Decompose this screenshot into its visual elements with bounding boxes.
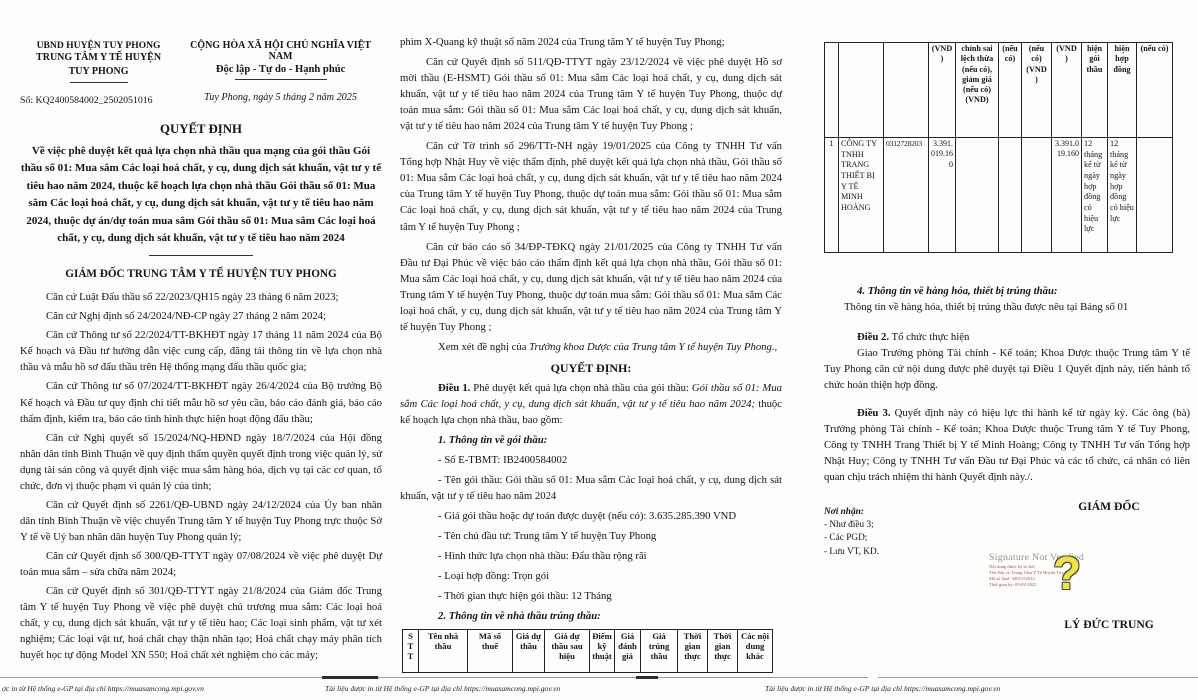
th-cont-hien-hop-dong: hiện hợp đồng xyxy=(1108,43,1137,138)
th-cac-noi-dung-khac: Các nội dung khác xyxy=(738,629,773,672)
issuer-underline xyxy=(70,82,128,83)
cell-contractor-name: CÔNG TY TNHH TRANG THIẾT BỊ Y TẾ MINH HOÀNG xyxy=(839,138,884,253)
th-thoi-gian-thuc-1: Thời gian thực xyxy=(678,629,708,672)
th-cont-hien-goi-thau: hiện gói thầu xyxy=(1082,43,1108,138)
article-1-paragraph xyxy=(400,380,782,428)
legal-basis-paragraph: Căn cứ Thông tư số 22/2024/TT-BKHĐT ngày 17 tháng 11 năm 2024 của Bộ Kế hoạch và Đầu tư hướng dẫn việc cung cấp, đăng tải thông tin về lựa chọn nhà thầu và mẫu hồ sơ đấu thầu trên Hệ thống mạng đấu thầu quốc gia; xyxy=(20,329,382,374)
issuer-org-name-line1: TRUNG TÂM Y TẾ HUYỆN xyxy=(36,52,162,63)
th-cont-neu-co-1: (nếu có) xyxy=(999,43,1022,138)
cell-evaluated-price xyxy=(1022,138,1052,253)
th-gia-trung-thau: Giá trúng thầu xyxy=(641,629,678,672)
footer-egp-note-left: ợc in từ Hệ thống e-GP tại địa chỉ https://muasamcong.mpi.gov.vn xyxy=(2,684,204,693)
document-page-3 xyxy=(800,0,1198,700)
cell-tax-code: 0312728203 xyxy=(884,138,929,253)
issuing-org-block xyxy=(20,40,177,106)
legal-basis-paragraph: Căn cứ Quyết định số 2261/QĐ-UBND ngày 24/12/2024 của Ủy ban nhân dân tỉnh Bình Thuận về việc chuyển Trung tâm Y tế huyện Tuy Phong trực thuộc Sở Y tế về Uỷ ban nhân dân huyện Tuy Phong quản lý; xyxy=(20,498,382,543)
legal-basis-paragraph: Căn cứ Quyết định số 300/QĐ-TTYT ngày 07/08/2024 về việc phê duyệt Dự toán mua sắm – sửa chữa năm 2024; xyxy=(20,549,382,578)
legal-basis-paragraph: Căn cứ Quyết định số 301/QĐ-TTYT ngày 21/8/2024 của Giám đốc Trung tâm Y tế huyện Tuy Phong về việc phê duyệt chủ trương mua sắm: Các loại hoá chất, y cụ, dung dịch sát khuẩn, vật tư y tế tiêu hao; Các loại sinh phẩm, vật tư xét nghiệm; Các loại vật tư, hoá chất chạy thận nhân tạo; Hoá chất chạy máy phân tích huyết học tự động Model XN 550; Hoá chất xét nghiệm cho các máy; xyxy=(20,585,382,662)
page1-header xyxy=(20,40,382,106)
th-cont-vnd-1: (VND ) xyxy=(929,43,956,138)
article-3-body-paragraph xyxy=(824,405,1190,485)
legal-basis-paragraph: Căn cứ Nghị quyết số 15/2024/NQ-HĐND ngày 18/7/2024 của Hội đồng nhân dân tỉnh Bình Thuận về quy định thẩm quyền quyết định trong việc quản lý, sử dụng tài sản công và quyết định việc mua sắm hàng hóa, dịch vụ tại các cơ quan, tổ chức, đơn vị thuộc phạm vi quản lý của tỉnh; xyxy=(20,431,382,492)
proposal-proposer: Trưởng khoa Dược của Trung tâm Y tế huyện Tuy Phong., xyxy=(529,340,778,353)
signature-detail-line: Mã số thuế: 3401152012 xyxy=(989,575,1035,581)
winner-table-continuation-header-row xyxy=(825,43,1173,138)
signature-question-mark-icon: ? xyxy=(1053,546,1082,599)
th-diem-ky-thuat: Điểm kỹ thuật xyxy=(590,629,615,672)
national-title: CỘNG HÒA XÃ HỘI CHỦ NGHĨA VIỆT NAM xyxy=(190,40,372,62)
th-cont-ma-so-thue xyxy=(884,43,929,138)
section-4-heading: 4. Thông tin về hàng hóa, thiết bị trúng thầu: xyxy=(857,285,1058,297)
cell-bid-price: 3.391.019.160 xyxy=(929,138,956,253)
signature-status-text: Signature Not Verified xyxy=(989,551,1085,563)
article-3-body: Quyết định này có hiệu lực thi hành kể từ ngày ký. Các ông (bà) Trưởng phòng Tài chính - Kế toán; Khoa Dược thuộc Trung tâm Y tế Tuy Phong, Công ty TNHH Trang Thiết bị Y tế Minh Hoàng; Công ty TNHH Tư vấn Tổng hợp Nhật Huy; Công ty TNHH Tư vấn Đầu tư Đại Phúc và các tổ chức, cá nhân có liên quan chịu trách nhiệm thi hành Quyết định này./. xyxy=(824,407,1191,484)
legal-basis-paragraph: Căn cứ Luật Đấu thầu số 22/2023/QH15 ngày 23 tháng 6 năm 2023; xyxy=(46,291,339,304)
legal-basis-paragraph: Căn cứ báo cáo số 34/ĐP-TĐKQ ngày 21/01/2025 của Công ty TNHH Tư vấn Đầu tư Đại Phúc về việc báo cáo thẩm định kết quả lựa chọn nhà thầu, Gói thầu số 01: Mua sắm Các loại hoá chất, y cụ, dung dịch sát khuẩn, vật tư y tế tiêu hao năm 2024 của Trung tâm Y tế huyện Tuy Phong, thuộc dự toán mua sắm: Gói thầu số 01: Mua sắm Các loại hoá chất, y cụ, dung dịch sát khuẩn, vật tư y tế tiêu hao năm 2024 của Trung tâm Y tế huyện Tuy Phong ; xyxy=(400,240,782,333)
article-3-label: Điều 3. xyxy=(857,407,891,420)
document-page-1 xyxy=(0,0,392,700)
national-header-block xyxy=(179,40,382,106)
signer-name: LÝ ĐỨC TRUNG xyxy=(1064,617,1154,631)
page-bottom-divider-dark-segment xyxy=(636,676,658,679)
national-motto: Độc lập - Tự do - Hạnh phúc xyxy=(215,64,346,75)
article-1-block xyxy=(400,380,782,625)
cell-package-duration: 12 tháng kể từ ngày hợp đồng có hiệu lực xyxy=(1082,138,1108,253)
section-4-body: Thông tin về hàng hóa, thiết bị trúng thầu được nêu tại Bảng số 01 xyxy=(844,301,1129,314)
signature-detail-line: Thời gian ký: 05-02-2025 xyxy=(989,582,1037,588)
recipient-item: - Lưu VT, KD. xyxy=(824,546,880,557)
page2-legal-basis xyxy=(400,34,782,355)
signature-area xyxy=(824,500,1190,700)
page-bottom-divider-right xyxy=(878,677,1198,678)
article-2-body: Giao Trưởng phòng Tài chính - Kế toán; Khoa Dược thuộc Trung tâm Y tế Tuy Phong căn cứ nội dung được phê duyệt tại Điều 1 Quyết định này, tiến hành tổ chức hoàn thiện hợp đồng. xyxy=(824,347,1190,392)
package-detail-contract-type: - Loại hợp đồng: Trọn gói xyxy=(438,570,550,583)
legal-basis-paragraph: Căn cứ Quyết định số 511/QĐ-TTYT ngày 23/12/2024 về việc phê duyệt Hồ sơ mời thầu (E-HSMT) Gói thầu số 01: Mua sắm Các loại hoá chất, y cụ, dung dịch sát khuẩn, vật tư y tế tiêu hao năm 2024 của Trung tâm Y tế huyện Tuy Phong, thuộc dự toán mua sắm: Gói thầu số 01: Mua sắm Các loại hoá chất, y cụ, dung dịch sát khuẩn, vật tư y tế tiêu hao năm 2024 của Trung tâm Y tế huyện Tuy Phong ; xyxy=(400,56,782,133)
page-bottom-divider-left xyxy=(0,677,868,678)
th-ma-so-thue: Mã số thuế xyxy=(468,629,513,672)
proposal-lead: Xem xét đề nghị của xyxy=(438,340,530,353)
package-detail-etbmt: - Số E-TBMT: IB2400584002 xyxy=(438,454,568,467)
th-thoi-gian-thuc-2: Thời gian thực xyxy=(708,629,738,672)
cell-other-contents xyxy=(1137,138,1173,253)
th-gia-du-thau: Giá dự thầu xyxy=(513,629,545,672)
cell-technical-score xyxy=(999,138,1022,253)
article-1-text: Phê duyệt kết quả lựa chọn nhà thầu của gói thầu: xyxy=(470,381,692,394)
issuing-authority-heading: GIÁM ĐỐC TRUNG TÂM Y TẾ HUYỆN TUY PHONG xyxy=(65,268,337,281)
th-cont-chinh-sai-lech: chỉnh sai lệch thừa (nếu có), giảm giá (nếu có) (VND) xyxy=(956,43,999,138)
article-2-block xyxy=(824,329,1190,393)
page-bottom-divider-dark-segment xyxy=(322,676,378,679)
cell-stt: 1 xyxy=(825,138,839,253)
signature-detail-line: Tên đơn vị: Trung Tâm Y Tế Huyện Tuy Phong xyxy=(989,569,1077,575)
article-1-package-name: Gói thầu số 01: Mua sắm Các loại hoá chất, y cụ, dung dịch sát khuẩn, vật tư y tế tiêu hao năm 2024; xyxy=(400,381,783,410)
issuer-parent-org: UBND HUYỆN TUY PHONG xyxy=(36,40,161,51)
section-1-heading: 1. Thông tin về gói thầu: xyxy=(438,434,548,447)
recipient-item: - Như điều 3; xyxy=(824,519,874,530)
package-detail-name: - Tên gói thầu: Gói thầu số 01: Mua sắm Các loại hoá chất, y cụ, dung dịch sát khuẩn, vật tư y tế tiêu hao năm 2024 xyxy=(400,474,782,503)
recipient-item: - Các PGD; xyxy=(824,533,868,544)
winner-table-continuation xyxy=(824,42,1173,253)
article-3-block xyxy=(824,405,1190,485)
document-title: QUYẾT ĐỊNH xyxy=(160,122,242,136)
th-gia-du-thau-sau-hieu: Giá dự thầu sau hiệu xyxy=(545,629,590,672)
document-page-2 xyxy=(392,0,792,700)
th-stt: S T T xyxy=(403,629,419,672)
document-subtitle: Về việc phê duyệt kết quả lựa chọn nhà thầu qua mạng của gói thầu Gói thầu số 01: Mua sắm Các loại hoá chất, y cụ, dung dịch sát khuẩn, vật tư y tế tiêu hao năm 2024, thuộc kế hoạch lựa chọn nhà thầu Gói thầu số 01: Mua sắm Các loại hoá chất, y cụ, dung dịch sát khuẩn, vật tư y tế tiêu hao năm 2024, thuộc dự án/dự toán mua sắm Gói thầu số 01: Mua sắm Các loại hoá chất, y cụ, dung dịch sát khuẩn, vật tư y tế tiêu hao năm 2024 xyxy=(20,145,382,244)
winner-table-header-part xyxy=(402,629,773,673)
recipients-block xyxy=(824,506,879,560)
package-detail-price: - Giá gói thầu hoặc dự toán được duyệt (nếu có): 3.635.285.390 VND xyxy=(438,510,737,523)
legal-basis-continuation: phim X-Quang kỹ thuật số năm 2024 của Trung tâm Y tế huyện Tuy Phong; xyxy=(400,36,725,48)
section-2-heading: 2. Thông tin về nhà thầu trúng thầu: xyxy=(438,610,601,623)
section-4-block xyxy=(824,283,1190,315)
package-detail-investor: - Tên chủ đầu tư: Trung tâm Y tế huyện Tuy Phong xyxy=(438,530,657,543)
th-cont-stt xyxy=(825,43,839,138)
article-2-heading xyxy=(824,329,1190,345)
th-cont-vnd-2: (VND ) xyxy=(1052,43,1082,138)
winner-table-header-row xyxy=(403,629,773,672)
th-gia-danh-gia: Giá đánh giá xyxy=(615,629,641,672)
article-2-title: Tổ chức thực hiện xyxy=(889,331,970,344)
winner-table-data-row xyxy=(825,138,1173,253)
footer-egp-note-right: Tài liệu được in từ Hệ thống e-GP tại địa chỉ https://muasamcong.mpi.gov.vn xyxy=(765,684,1001,693)
signature-detail-line: Nội dung được ký số bởi xyxy=(989,563,1035,569)
document-number: Số: KQ2400584002_2502051016 xyxy=(20,95,153,106)
digital-signature-stamp xyxy=(989,546,1189,599)
package-detail-method: - Hình thức lựa chọn nhà thầu: Đấu thầu rộng rãi xyxy=(438,550,647,563)
article-2-label: Điều 2. xyxy=(857,331,890,344)
proposal-paragraph xyxy=(400,339,782,355)
decision-heading: QUYẾT ĐỊNH: xyxy=(550,360,632,375)
th-cont-ten-nha-thau xyxy=(839,43,884,138)
th-cont-neu-co-2: (nếu có) xyxy=(1137,43,1173,138)
subtitle-divider xyxy=(149,255,253,256)
motto-underline xyxy=(235,79,327,80)
issuer-org-name-line2: TUY PHONG xyxy=(68,65,129,77)
signer-title: GIÁM ĐỐC xyxy=(1078,499,1140,513)
article-1-label: Điều 1. xyxy=(438,381,471,394)
article-1-tail: thuộc kế hoạch lựa chọn nhà thầu, bao gồm: xyxy=(400,397,782,426)
th-cont-neu-co-vnd: (nếu có) (VND ) xyxy=(1022,43,1052,138)
cell-winning-price: 3.391.019.160 xyxy=(1052,138,1082,253)
th-ten-nha-thau: Tên nhà thầu xyxy=(419,629,468,672)
legal-basis-paragraph: Căn cứ Nghị định số 24/2024/NĐ-CP ngày 27 tháng 2 năm 2024; xyxy=(46,310,326,323)
place-and-date: Tuy Phong, ngày 5 tháng 2 năm 2025 xyxy=(204,92,357,103)
package-detail-duration: - Thời gian thực hiện gói thầu: 12 Tháng xyxy=(438,590,612,603)
cell-corrected-price xyxy=(956,138,999,253)
legal-basis-paragraph: Căn cứ Tờ trình số 296/TTr-NH ngày 19/01/2025 của Công ty TNHH Tư vấn Tổng hợp Nhật Huy về việc thẩm định, phê duyệt kết quả lựa chọn nhà thầu, Gói thầu số 01: Mua sắm Các loại hoá chất, y cụ, dung dịch sát khuẩn, vật tư y tế tiêu hao năm 2024 của Trung tâm Y tế huyện Tuy Phong, thuộc dự toán mua sắm: Gói thầu số 01: Mua sắm Các loại hoá chất, y cụ, dung dịch sát khuẩn, vật tư y tế tiêu hao năm 2024 của Trung tâm Y tế huyện Tuy Phong ; xyxy=(400,140,782,233)
page1-legal-basis xyxy=(20,289,382,663)
footer-egp-note-center: Tài liệu được in từ Hệ thống e-GP tại địa chỉ https://muasamcong.mpi.gov.vn xyxy=(325,684,561,693)
cell-contract-duration: 12 tháng kể từ ngày hợp đồng có hiệu lực xyxy=(1108,138,1137,253)
signature-detail-lines xyxy=(989,564,1189,589)
recipients-label: Nơi nhận: xyxy=(824,506,864,517)
legal-basis-paragraph: Căn cứ Thông tư số 07/2024/TT-BKHĐT ngày 26/4/2024 của Bộ trưởng Bộ Kế hoạch và Đầu tư quy định chi tiết mẫu hồ sơ yêu cầu, báo cáo đánh giá, báo cáo thẩm định, kiểm tra, báo cáo tình hình thực hiện hoạt động đấu thầu; xyxy=(20,380,382,425)
